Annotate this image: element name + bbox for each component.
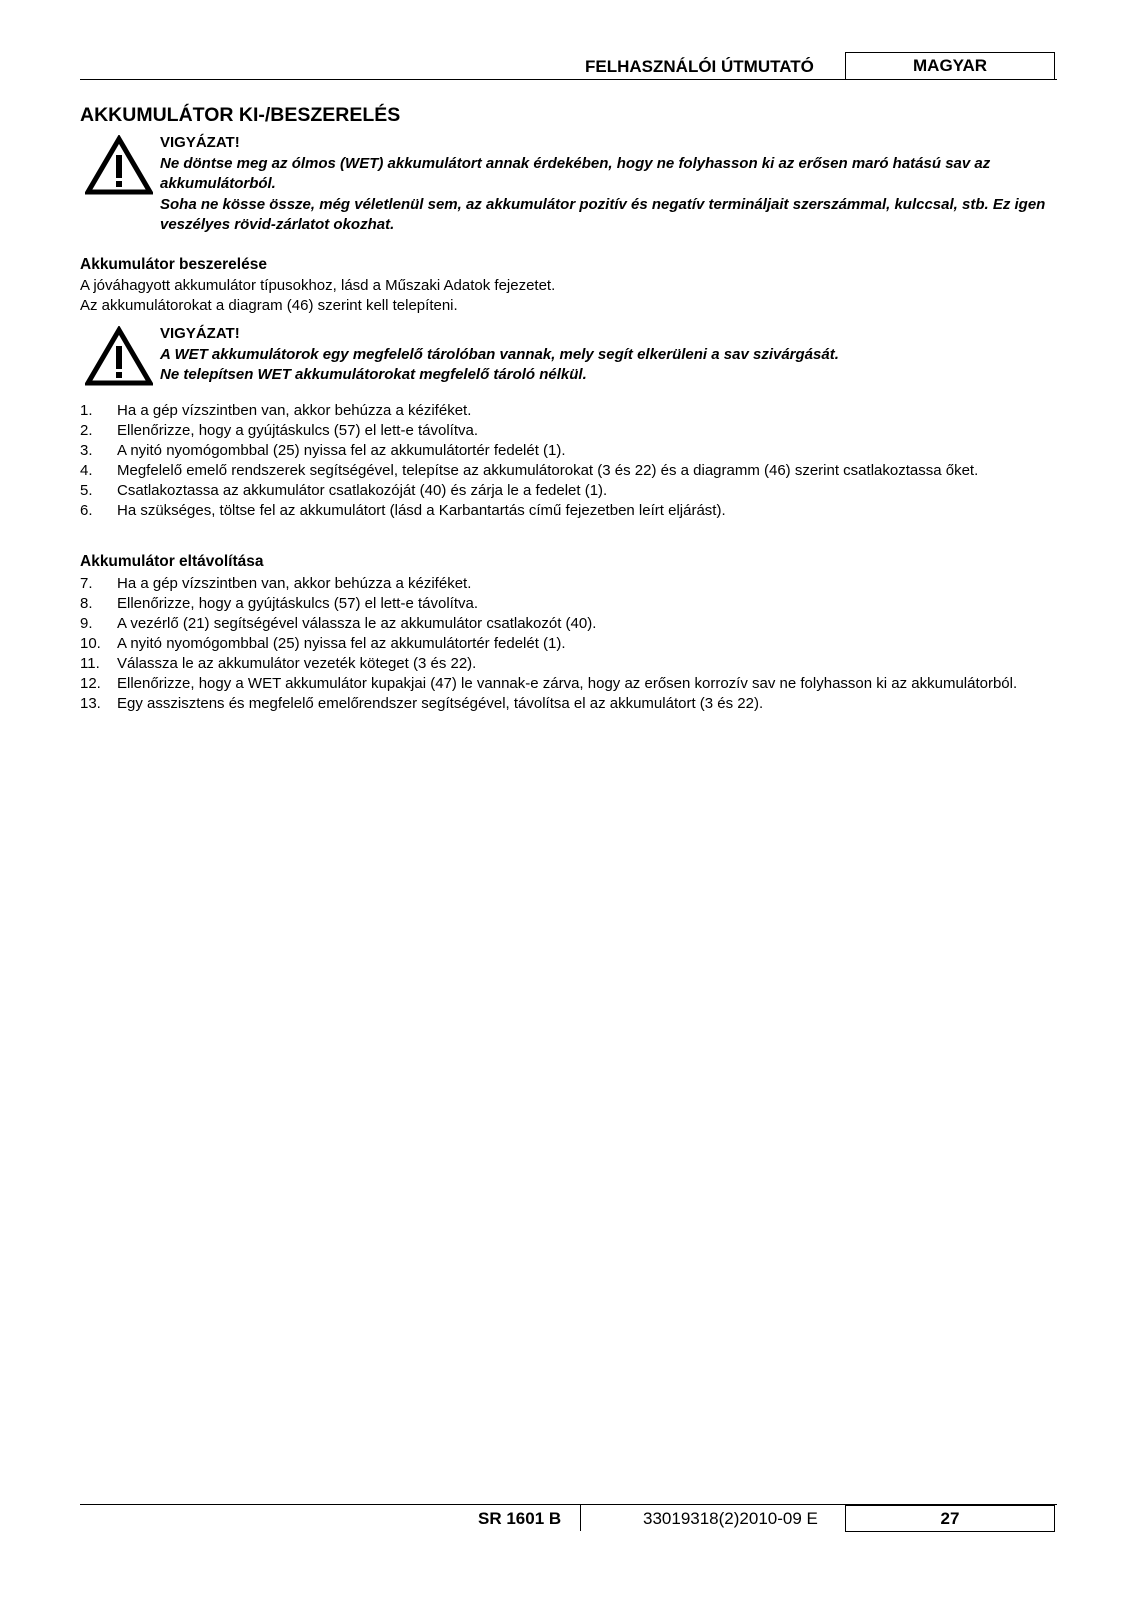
step-number: 13.	[80, 695, 101, 712]
warning-heading: VIGYÁZAT!	[160, 325, 240, 342]
step-number: 5.	[80, 482, 93, 499]
step-text: A nyitó nyomógombbal (25) nyissa fel az akkumulátortér fedelét (1).	[117, 442, 566, 459]
section-title: AKKUMULÁTOR KI-/BESZERELÉS	[80, 104, 401, 126]
list-item	[80, 574, 1060, 594]
header-language: MAGYAR	[845, 52, 1055, 80]
list-item	[80, 634, 1060, 654]
step-text: Ha szükséges, töltse fel az akkumulátort (lásd a Karbantartás című fejezetben leírt eljárást).	[117, 502, 726, 519]
removal-steps-list	[80, 574, 1060, 714]
step-number: 12.	[80, 675, 101, 692]
step-number: 2.	[80, 422, 93, 439]
footer-model: SR 1601 B	[478, 1509, 562, 1528]
step-number: 8.	[80, 595, 93, 612]
step-text: Ha a gép vízszintben van, akkor behúzza a kéziféket.	[117, 402, 472, 419]
list-item	[80, 654, 1060, 674]
step-text: Megfelelő emelő rendszerek segítségével, telepítse az akkumulátorokat (3 és 22) és a diagramm (46) szerint csatlakoztassa őket.	[117, 462, 979, 479]
warning-line: Soha ne kösse össze, még véletlenül sem, az akkumulátor pozitív és negatív termináljait szerszámmal, kulccsal, stb. Ez igen veszélyes rövid-zárlatot okozhat.	[160, 195, 1046, 233]
step-text: Válassza le az akkumulátor vezeték köteget (3 és 22).	[117, 655, 477, 672]
warning-triangle-icon	[85, 326, 153, 386]
list-item	[80, 694, 1060, 714]
list-item	[80, 674, 1060, 694]
step-text: A nyitó nyomógombbal (25) nyissa fel az akkumulátortér fedelét (1).	[117, 635, 566, 652]
step-text: Ellenőrizze, hogy a WET akkumulátor kupakjai (47) le vannak-e zárva, hogy az erősen korrozív sav ne folyhasson ki az akkumulátorból.	[117, 675, 1018, 692]
list-item	[80, 594, 1060, 614]
step-number: 10.	[80, 635, 101, 652]
step-text: Ellenőrizze, hogy a gyújtáskulcs (57) el lett-e távolítva.	[117, 422, 479, 439]
header-title: FELHASZNÁLÓI ÚTMUTATÓ	[585, 57, 814, 76]
warning-line: A WET akkumulátorok egy megfelelő tárolóban vannak, mely segít elkerüleni a sav szivárgását.	[160, 345, 839, 363]
step-number: 7.	[80, 575, 93, 592]
step-text: Ellenőrizze, hogy a gyújtáskulcs (57) el lett-e távolítva.	[117, 595, 479, 612]
footer-divider	[580, 1505, 581, 1531]
footer-doc-code: 33019318(2)2010-09 E	[643, 1509, 818, 1528]
step-text: Csatlakoztassa az akkumulátor csatlakozóját (40) és zárja le a fedelet (1).	[117, 482, 608, 499]
footer-page-number: 27	[845, 1505, 1055, 1532]
step-number: 4.	[80, 462, 93, 479]
step-number: 6.	[80, 502, 93, 519]
step-number: 9.	[80, 615, 93, 632]
step-number: 11.	[80, 655, 100, 672]
step-number: 3.	[80, 442, 93, 459]
list-item	[80, 481, 1060, 501]
install-paragraph: A jóváhagyott akkumulátor típusokhoz, lásd a Műszaki Adatok fejezetet.	[80, 277, 556, 294]
list-item	[80, 501, 1060, 521]
step-text: Ha a gép vízszintben van, akkor behúzza a kéziféket.	[117, 575, 472, 592]
install-paragraph: Az akkumulátorokat a diagram (46) szerint kell telepíteni.	[80, 297, 458, 314]
warning-triangle-icon	[85, 135, 153, 195]
install-steps-list	[80, 401, 1060, 521]
step-text: A vezérlő (21) segítségével válassza le az akkumulátor csatlakozót (40).	[117, 615, 597, 632]
step-text: Egy asszisztens és megfelelő emelőrendszer segítségével, távolítsa el az akkumulátort (3 és 22).	[117, 695, 764, 712]
warning-block-1	[160, 133, 1060, 236]
removal-heading: Akkumulátor eltávolítása	[80, 553, 264, 570]
install-heading: Akkumulátor beszerelése	[80, 256, 267, 273]
warning-line: Ne telepítsen WET akkumulátorokat megfelelő tároló nélkül.	[160, 366, 587, 383]
list-item	[80, 441, 1060, 461]
warning-line: Ne döntse meg az ólmos (WET) akkumulátort annak érdekében, hogy ne folyhasson ki az erősen maró hatású sav az akkumulátorból.	[160, 154, 991, 192]
header-rule	[80, 79, 1057, 80]
list-item	[80, 401, 1060, 421]
list-item	[80, 461, 1060, 481]
list-item	[80, 421, 1060, 441]
step-number: 1.	[80, 402, 93, 419]
list-item	[80, 614, 1060, 634]
warning-heading: VIGYÁZAT!	[160, 134, 240, 151]
warning-block-2	[160, 324, 1060, 386]
